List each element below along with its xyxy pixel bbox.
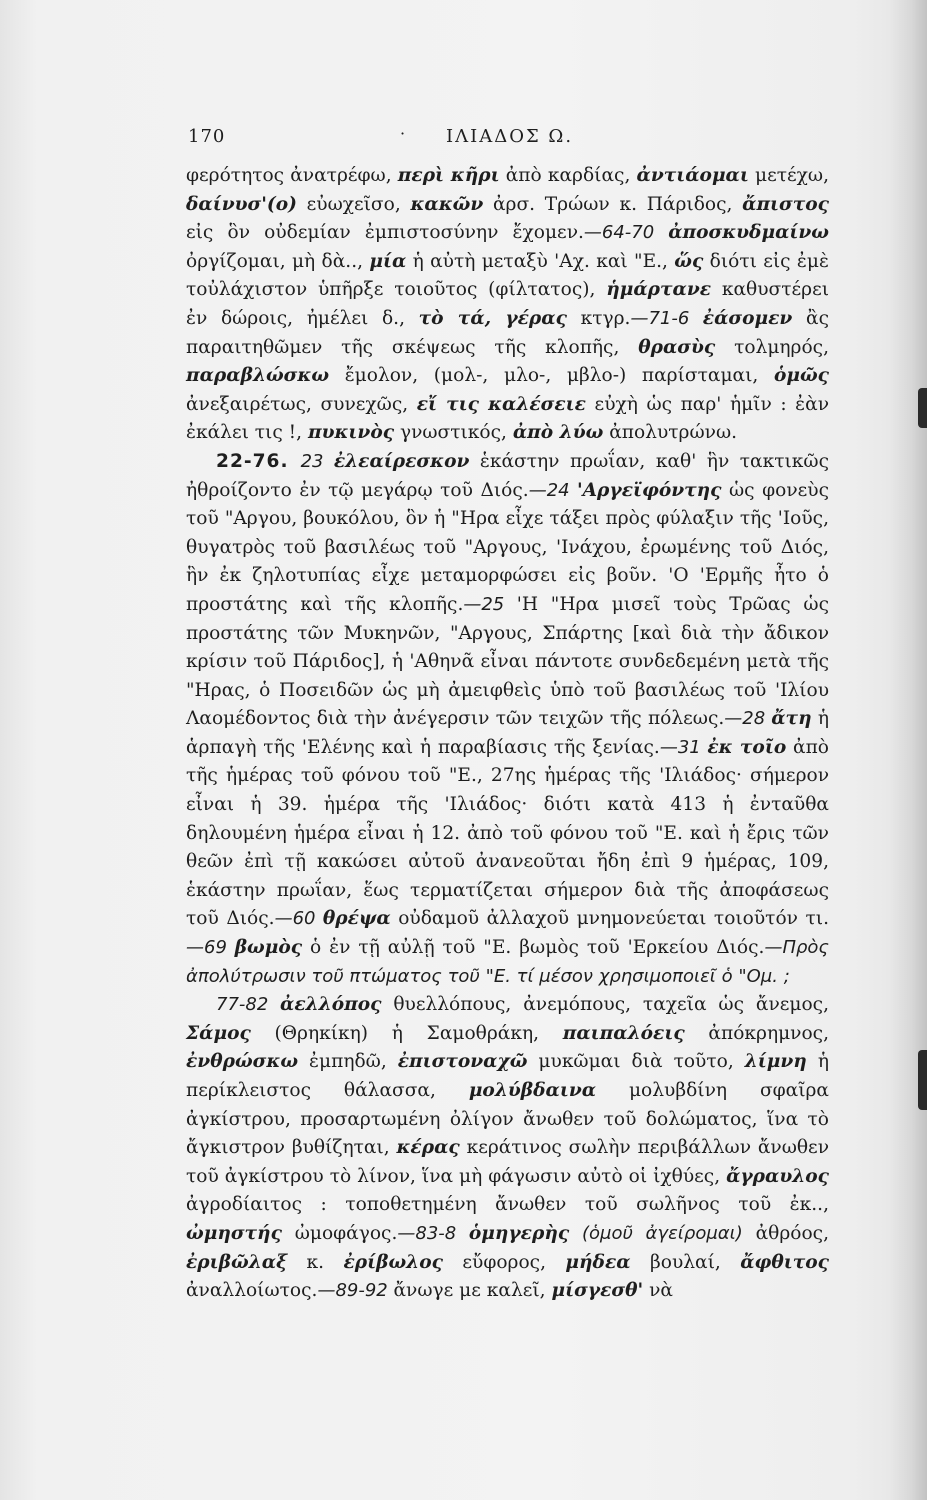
lemma: ἐπιστοναχῶ — [397, 1051, 528, 1073]
lemma: ὁμηγερὴς — [468, 1222, 570, 1244]
text-run: ἂς παραιτηθῶμεν τῆς σκέψεως τῆς κλοπῆς, — [186, 307, 829, 358]
lemma: Σάμος — [186, 1022, 251, 1044]
text-run: φερότητος ἀνατρέφω, — [186, 165, 398, 186]
lemma: 'Αργεϊφόντης — [576, 479, 722, 501]
section-ref: 22-76. — [216, 450, 301, 472]
paragraph — [186, 162, 829, 448]
lemma: ἐριβῶλαξ — [186, 1251, 288, 1273]
lemma: λίμνη — [744, 1051, 807, 1073]
paragraph — [186, 991, 829, 1306]
text-run: ἀπὸ καρδίας, — [499, 165, 637, 186]
running-title: ΙΛΙΑΔΟΣ Ω. — [446, 126, 574, 147]
commentary-text — [186, 162, 829, 1306]
text-run: ἡ ἁρπαγὴ τῆς 'Ελένης καὶ ἡ παραβίασις τῆς ξενίας. — [186, 708, 829, 758]
page-number: 170 — [188, 126, 226, 147]
line-ref: 77-82 — [216, 994, 281, 1016]
lemma: μίσγεσθ' — [551, 1280, 644, 1302]
page-edge-shadow — [889, 0, 927, 1500]
text-run: βουλαί, — [630, 1251, 741, 1273]
text-run: εὐχὴ ὡς παρ' ἡμῖν : ἐὰν ἐκάλει τις !, — [186, 393, 829, 444]
text-run: οὐδαμοῦ ἀλλαχοῦ μνημονεύεται τοιοῦτόν τι. — [390, 908, 829, 930]
lemma: ἐκ τοῖο — [707, 736, 787, 758]
lemma: παραβλώσκω — [186, 365, 330, 387]
text-run: (Θρηκίκη) ἡ Σαμοθράκη, — [250, 1022, 563, 1044]
text-run — [569, 1223, 582, 1244]
text-run: 'Η "Ηρα μισεῖ τοὺς Τρῶας ὡς προστάτης τῶν Μυκηνῶν, "Αργους, Σπάρτης [καὶ διὰ τὴν ἄδικον κρίσιν τοῦ Πάριδος], ἡ 'Αθηνᾶ εἶναι πάντοτε συνδεδεμένη μετὰ τῆς "Ηρας, ὁ Ποσειδῶν ὡς μὴ ἀμειφθεὶς ὑπὸ τοῦ βασιλέως τοῦ 'Ιλίου Λαομέδοντος διὰ τὴν ἀνέγερσιν τῶν τειχῶν τῆς πόλεως. — [186, 593, 829, 730]
text-run: καθυστέρει ἐν δώροις, ἠμέλει δ., — [186, 279, 829, 329]
lemma: ἀποσκυδμαίνω — [668, 222, 829, 244]
text-run: ἀπολυτρώνω. — [603, 422, 738, 444]
text-run: ἔμολον, (μολ-, μλο-, μβλο-) παρίσταμαι, — [329, 365, 774, 387]
line-ref: 23 — [300, 450, 334, 472]
lemma: βωμὸς — [234, 937, 303, 959]
binding-mark — [918, 388, 927, 428]
lemma: ἡμάρτανε — [606, 279, 712, 301]
lemma: μία — [369, 250, 407, 272]
text-run: ἡ περίκλειστος θάλασσα, — [186, 1051, 829, 1101]
lemma: ἄπιστος — [742, 193, 829, 215]
lemma: ἐάσομεν — [702, 307, 793, 329]
binding-mark — [918, 1050, 927, 1110]
lemma: μολύβδαινα — [468, 1080, 597, 1101]
text-run: κ. — [287, 1251, 344, 1273]
text-run: κεράτινος σωλὴν περιβάλλων ἄνωθεν τοῦ ἀγκίστρου τὸ λίνον, ἵνα μὴ φάγωσιν αὐτὸ οἱ ἰχθύες, — [186, 1137, 829, 1187]
header-separator-dot: · — [400, 124, 407, 143]
lemma: δαίνυσ'(ο) — [186, 193, 297, 215]
lemma: περὶ κῆρι — [397, 165, 500, 186]
line-ref: —Πρὸς ἀπολύτρωσιν τοῦ πτώματος τοῦ "Ε. τί μέσον χρησιμοποιεῖ ὁ "Ομ. ; — [186, 937, 829, 987]
text-run: ὠμοφάγος. — [281, 1222, 398, 1244]
lemma: ἀπὸ λύω — [512, 422, 604, 444]
line-ref: —31 — [659, 736, 708, 758]
text-run: μυκῶμαι διὰ τοῦτο, — [527, 1051, 745, 1073]
line-ref: —24 — [528, 479, 577, 501]
lemma: πυκινὸς — [307, 422, 395, 444]
lemma: θρασὺς — [638, 336, 716, 358]
text-run: ἀπόκρημνος, — [684, 1022, 829, 1044]
line-ref: —64-70 — [583, 222, 669, 244]
text-run: μολυβδίνη σφαῖρα ἀγκίστρου, προσαρτωμένη ὀλίγον ἄνωθεν τοῦ δολώματος, ἵνα τὸ ἄγκιστρον βυθίζηται, — [186, 1080, 829, 1159]
lemma: μήδεα — [565, 1251, 631, 1273]
text-run: θυελλόπους, ἀνεμόπους, ταχεῖα ὡς ἄνεμος, — [381, 994, 830, 1016]
lemma: θρέψα — [322, 908, 391, 930]
text-run: ὀργίζομαι, μὴ δὰ.., — [186, 250, 370, 272]
lemma: ὠμηστής — [186, 1222, 282, 1244]
lemma: ἀελλόπος — [280, 994, 382, 1016]
text-run: ἀνεξαιρέτως, συνεχῶς, — [186, 393, 417, 415]
page-header — [188, 126, 828, 154]
lemma: παιπαλόεις — [562, 1022, 685, 1044]
lemma: ἀντιάομαι — [636, 165, 749, 186]
text-run: ὡς φονεὺς τοῦ "Αργου, βουκόλου, ὃν ἡ "Ηρα εἶχε τάξει πρὸς φύλαξιν τῆς 'Ιοῦς, θυγατρὸς τοῦ βασιλέως τοῦ "Αργους, 'Ινάχου, ἐρωμένης τοῦ Διός, ἣν ἐκ ζηλοτυπίας εἶχε μεταμορφώσει εἰς βοῦν. 'Ο 'Ερμῆς ἦτο ὁ προστάτης καὶ τῆς κλοπῆς. — [186, 479, 829, 615]
lemma: ἐνθρώσκω — [186, 1051, 299, 1073]
line-ref: —60 — [274, 908, 323, 930]
text-run: εὔφορος, — [442, 1251, 566, 1273]
text-run: ἀναλλοίωτος. — [186, 1280, 318, 1302]
text-run: εἰς ὃν οὐδεμίαν ἐμπιστοσύνην ἔχομεν. — [186, 222, 584, 244]
text-run: ἡ αὐτὴ μεταξὺ 'Αχ. καὶ "Ε., — [406, 250, 675, 272]
text-run: ἑκάστην πρωΐαν, καθ' ἣν τακτικῶς ἠθροίζοντο ἐν τῷ μεγάρῳ τοῦ Διός. — [186, 450, 829, 501]
text-run: ἀρσ. Τρώων κ. Πάριδος, — [483, 193, 743, 215]
lemma: τὸ τά, γέρας — [418, 307, 567, 329]
line-ref: —28 — [724, 708, 772, 730]
text-run: ἀγροδίαιτος : τοποθετημένη ἄνωθεν τοῦ σωλῆνος τοῦ ἐκ.., — [186, 1194, 829, 1216]
text-run: ἐμπηδῶ, — [298, 1051, 398, 1073]
line-ref: —83-8 — [397, 1222, 469, 1244]
text-run: ἄνωγε με καλεῖ, — [393, 1280, 552, 1302]
text-run: νὰ — [643, 1280, 673, 1302]
text-run: κτγρ. — [566, 307, 631, 329]
lemma: ὥς — [674, 250, 704, 272]
line-ref: —25 — [463, 593, 517, 615]
lemma: ἐρίβωλος — [343, 1251, 443, 1273]
text-run: ἀθρόος, — [742, 1222, 829, 1244]
lemma: ἄγραυλος — [726, 1165, 829, 1187]
text-run: ὁ ἐν τῇ αὐλῇ τοῦ "Ε. βωμὸς τοῦ 'Ερκείου Διός. — [302, 937, 765, 959]
text-run: μετέχω, — [748, 165, 829, 186]
lemma: εἴ τις καλέσειε — [416, 393, 586, 415]
lemma: ἄτη — [771, 708, 812, 730]
lemma: ἐλεαίρεσκον — [333, 450, 470, 472]
lemma: ἄφθιτος — [740, 1251, 829, 1273]
lemma: κακῶν — [410, 193, 484, 215]
line-ref: —69 — [186, 937, 235, 959]
text-run: εὐωχεῖσο, — [296, 193, 411, 215]
text-run: τολμηρός, — [715, 336, 830, 358]
text-run: διότι εἰς ἐμὲ τοὐλάχιστον ὑπῆρξε τοιοῦτος (φίλτατος), — [186, 250, 829, 301]
paragraph — [186, 448, 829, 991]
text-run: ἀπὸ τῆς ἡμέρας τοῦ φόνου τοῦ "Ε., 27ης ἡμέρας τῆς 'Ιλιάδος· σήμερον εἶναι ἡ 39. ἡμέρα τῆς 'Ιλιάδος· διότι κατὰ 413 ἡ ἐνταῦθα δηλουμένη ἡμέρα εἶναι ἡ 12. ἀπὸ τοῦ φόνου τοῦ "Ε. καὶ ἡ ἔρις τῶν θεῶν ἐπὶ τῇ κακώσει αὐτοῦ ἀνανεοῦται ἤδη ἐπὶ 9 ἡμέρας, 109, ἑκάστην πρωΐαν, ἕως τερματίζεται σήμερον διὰ τῆς ἀποφάσεως τοῦ Διός. — [186, 736, 829, 930]
line-ref: —89-92 — [317, 1280, 394, 1302]
line-ref: (ὁμοῦ ἀγείρομαι) — [582, 1222, 743, 1244]
line-ref: —71-6 — [630, 307, 703, 329]
lemma: ὁμῶς — [773, 365, 829, 387]
text-run: γνωστικός, — [394, 422, 513, 444]
lemma: κέρας — [396, 1137, 460, 1159]
